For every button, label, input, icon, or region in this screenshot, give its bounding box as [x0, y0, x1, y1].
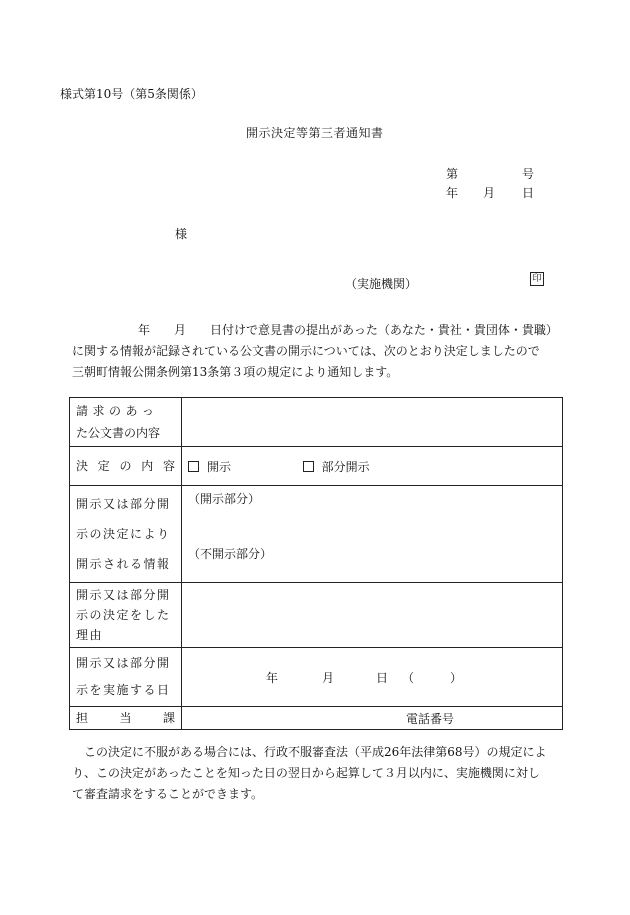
- reason-label: [70, 583, 182, 648]
- label-line: 示の決定により: [76, 527, 171, 541]
- phone-label: 電話番号: [406, 711, 455, 726]
- label-char: 決: [76, 459, 89, 473]
- label-line: 示を実施する日: [76, 683, 171, 697]
- impl-month: 月: [322, 670, 335, 685]
- decision-label: [70, 447, 182, 486]
- decision-options: [182, 447, 563, 486]
- table-row-disclosed-info: [70, 486, 563, 583]
- implementing-agency-label: （実施機関）: [345, 277, 418, 291]
- implementation-date-field[interactable]: [182, 648, 563, 707]
- label-line: 示の決定をした: [76, 608, 171, 622]
- document-title: 開示決定等第三者通知書: [246, 126, 384, 140]
- table-row-decision: [70, 447, 563, 486]
- section-label: [70, 707, 182, 730]
- label-char: 当: [119, 711, 132, 725]
- section-field[interactable]: [182, 707, 563, 730]
- table-row-reason: [70, 583, 563, 648]
- appeal-notice-line: て審査請求をすることができます。: [72, 787, 264, 801]
- partial-disclose-checkbox[interactable]: [303, 461, 314, 472]
- label-char: 内: [141, 459, 154, 473]
- disclosed-part-label: （開示部分）: [188, 492, 261, 506]
- table-row-implementation-date: [70, 648, 563, 707]
- appeal-notice-line: この決定に不服がある場合には、行政不服審査法（平成26年法律第68号）の規定によ: [84, 745, 547, 759]
- label-char: の: [119, 459, 132, 473]
- notice-body: [72, 320, 572, 383]
- impl-year: 年: [266, 670, 279, 685]
- disclose-label: 開示: [207, 459, 232, 474]
- date-day: 日: [522, 186, 535, 200]
- table-row-request: [70, 398, 563, 447]
- seal-icon: 印: [530, 272, 544, 286]
- addressee-honorific: 様: [175, 227, 188, 241]
- appeal-notice-line: り、この決定があったことを知った日の翌日から起算して３月以内に、実施機関に対し: [72, 766, 540, 780]
- section-label-text: [76, 707, 175, 729]
- label-line: 開示又は部分開: [76, 497, 171, 511]
- label-char: 担: [76, 711, 89, 725]
- request-label: [70, 398, 182, 447]
- label-char: 容: [162, 459, 175, 473]
- notice-body-line: 三朝町情報公開条例第13条第３項の規定により通知します。: [72, 365, 399, 379]
- label-line: 開示又は部分開: [76, 656, 171, 670]
- decision-label-text: [76, 455, 175, 477]
- label-line: 理由: [76, 628, 104, 642]
- partial-disclose-option[interactable]: [303, 460, 370, 474]
- disclose-option[interactable]: [188, 460, 235, 474]
- disclosed-info-label: [70, 486, 182, 583]
- disclose-checkbox[interactable]: [188, 461, 199, 472]
- impl-day: 日: [376, 670, 389, 685]
- label-char: 定: [97, 459, 110, 473]
- table-row-section: [70, 707, 563, 730]
- date-month: 月: [483, 186, 496, 200]
- label-line: 開示される情報: [76, 557, 171, 571]
- partial-disclose-label: 部分開示: [321, 459, 370, 474]
- label-char: 課: [162, 711, 175, 725]
- form-number: 様式第10号（第5条関係）: [60, 87, 203, 101]
- implementation-date-row: [188, 669, 556, 686]
- reference-number-suffix: 号: [522, 167, 535, 181]
- undisclosed-part-label: （不開示部分）: [188, 547, 273, 561]
- implementation-date-label: [70, 648, 182, 707]
- label-line: 請求のあっ: [76, 404, 159, 418]
- date-year: 年: [446, 186, 459, 200]
- label-line: た公文書の内容: [76, 426, 161, 440]
- notice-body-line: に関する情報が記録されている公文書の開示については、次のとおり決定しましたので: [72, 344, 540, 358]
- appeal-notice: [72, 742, 572, 805]
- disclosed-info-field[interactable]: [182, 486, 563, 583]
- reason-field[interactable]: [182, 583, 563, 648]
- impl-weekday: （ ）: [402, 670, 463, 685]
- reference-number-prefix: 第: [446, 167, 459, 181]
- label-line: 開示又は部分開: [76, 588, 171, 602]
- request-content-field[interactable]: [182, 398, 563, 447]
- decision-table: [69, 397, 563, 730]
- notice-body-line: 年 月 日付けで意見書の提出があった（あなた・貴社・貴団体・貴職）: [138, 323, 558, 337]
